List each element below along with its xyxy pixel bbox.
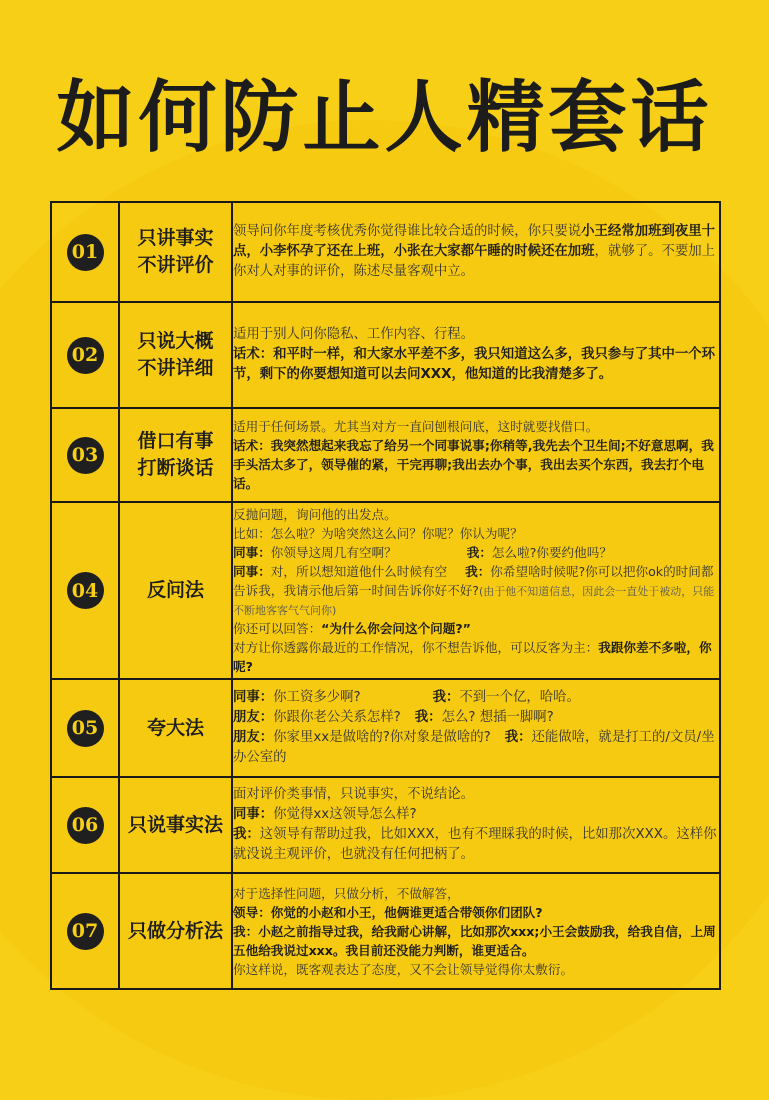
content-paragraph [233,222,719,282]
bold-text-segment: 小王经常加班到夜里十点，小李怀孕了还在上班，小张在大家都午睡的时候还在加班 [233,224,716,259]
speaker-label: 朋友： [233,730,274,745]
content-line [233,638,719,676]
dialog-text: 你领导这周几有空啊？ [270,545,397,560]
dialog-text: 还能做啥，就是打工的/文员/坐办公室的 [233,730,715,765]
dialog-line [233,688,719,708]
content-line: 适用于任何场景。尤其当对方一直问刨根问底，这时就要找借口。 [233,419,599,434]
speaker-label: 同事： [233,807,274,822]
speaker-label: 我： [233,827,260,842]
content-line-bold: 话术：我突然想起来我忘了给另一个同事说事;你稍等,我先去个卫生间;不好意思啊，我手头活太多了，领导催的紧，干完再聊;我出去办个事，我出去买个东西，我去打个电话。 [233,438,714,491]
speaker-label: 同事： [233,690,274,705]
bold-text-segment: 我跟你差不多啦，你呢? [233,640,712,674]
content-line: 比如：怎么啦？为啥突然这么问？你呢？你认为呢？ [233,526,523,541]
content-cell [232,777,720,873]
dialog-text: 你家里xx是做啥的?你对象是做啥的? [273,730,491,745]
table-row [51,873,720,989]
number-badge: 04 [67,572,104,609]
bold-text-segment: “为什么你会问这个问题?” [321,621,471,636]
dialog-line [233,562,719,619]
row-heading: 只说事实法 [127,813,223,836]
heading-line-1: 只说大概 [137,330,214,352]
speaker-label: 我： [414,710,442,725]
heading-line-1: 借口有事 [137,430,214,452]
heading-line-2: 不讲评价 [137,254,214,276]
table-row [51,302,720,408]
content-line: 你这样说，既客观表达了态度，又不会让领导觉得你太敷衍。 [233,961,574,977]
content-line: 面对评价类事情，只说事实，不说结论。 [233,787,475,802]
number-badge: 03 [67,437,104,474]
content-cell [232,679,720,777]
content-cell [232,202,720,302]
row-heading: 夸大法 [146,716,204,739]
content-line: 适用于别人问你隐私、工作内容、行程。 [233,327,475,342]
heading-cell [119,408,232,502]
row-number-cell [51,679,119,777]
dialog-line [233,805,719,825]
heading-cell [119,873,232,989]
content-cell [232,873,720,989]
table-row [51,777,720,873]
table-row [51,502,720,679]
content-line-bold: 领导：你觉的小赵和小王，他俩谁更适合带领你们团队? [233,904,543,920]
content-cell [232,408,720,502]
heading-cell [119,679,232,777]
dialog-text: 你觉得xx这领导怎么样? [273,807,417,822]
dialog-text: 这领导有帮助过我，比如XXX，也有不理睬我的时候，比如那次XXX。这样你就没说主观评价，也就没有任何把柄了。 [233,827,717,862]
dialog-text: 怎么啦?你要约他吗？ [491,545,612,560]
content-cell [232,302,720,408]
dialog-line [233,543,719,562]
row-heading: 只做分析法 [127,919,223,942]
content-line-bold: 话术：和平时一样，和大家水平差不多，我只知道这么多，我只参与了其中一个环节，剩下的你要想知道可以去问XXX，他知道的比我清楚多了。 [233,347,716,382]
speaker-label: 同事： [233,545,271,560]
text-segment: 领导问你年度考核优秀你觉得谁比较合适的时候，你只要说 [233,224,582,239]
row-heading [137,225,213,279]
number-badge: 01 [67,234,104,271]
dialog-line [233,825,719,865]
text-segment: 对方让你透露你最近的工作情况，你不想告诉他，可以反客为主： [233,640,599,655]
dialog-text: 不到一个亿，哈哈。 [459,690,580,705]
row-heading [137,428,213,482]
heading-cell [119,777,232,873]
content-line [233,619,719,638]
dialog-text: 怎么? 想插一脚啊? [441,710,554,725]
heading-cell [119,302,232,408]
table-row [51,679,720,777]
heading-cell [119,202,232,302]
row-heading [137,328,213,382]
text-segment: ，就够了。不要加上你对人对事的评价，陈述尽量客观中立。 [233,244,716,279]
dialog-text: 你跟你老公关系怎样? [273,710,401,725]
dialog-text: 对，所以想知道他什么时候有空 [270,564,448,579]
speaker-label: 我： [504,730,532,745]
table-row [51,202,720,302]
text-segment: 你还可以回答： [233,621,322,636]
row-number-cell [51,408,119,502]
speaker-label: 朋友： [233,710,274,725]
dialog-line [233,708,719,728]
content-cell [232,502,720,679]
row-number-cell [51,777,119,873]
page-title: 如何防止人精套话 [56,73,713,163]
table-row [51,408,720,502]
heading-line-2: 不讲详细 [137,357,214,379]
content-line: 对于选择性问题，只做分析，不做解答， [233,885,460,901]
note-text: (由于他不知道信息，因此会一直处于被动，只能不断地客客气气问你) [233,585,715,617]
speaker-label: 我： [466,545,492,560]
number-badge: 06 [67,807,104,844]
speaker-label: 我： [432,690,460,705]
heading-line-2: 打断谈话 [137,457,214,479]
row-number-cell [51,873,119,989]
dialog-text: 你希望啥时候呢?你可以把你ok的时间都告诉我，我请示他后第一时间告诉你好不好? [233,564,714,598]
heading-cell [119,502,232,679]
content-line-bold: 我：小赵之前指导过我，给我耐心讲解，比如那次xxx;小王会鼓励我，给我自信，上周五他给我说过xxx。我目前还没能力判断，谁更适合。 [233,923,716,958]
number-badge: 07 [67,913,104,950]
number-badge: 02 [67,337,104,374]
content-line: 反抛问题，询问他的出发点。 [233,507,397,522]
tips-table [50,201,721,990]
row-number-cell [51,302,119,408]
dialog-line [233,728,719,768]
row-number-cell [51,202,119,302]
speaker-label: 我： [465,564,491,579]
heading-line-1: 只讲事实 [137,227,214,249]
row-heading: 反问法 [146,579,204,601]
dialog-text: 你工资多少啊? [273,690,361,705]
number-badge: 05 [67,710,104,747]
speaker-label: 同事： [233,564,271,579]
row-number-cell [51,502,119,679]
